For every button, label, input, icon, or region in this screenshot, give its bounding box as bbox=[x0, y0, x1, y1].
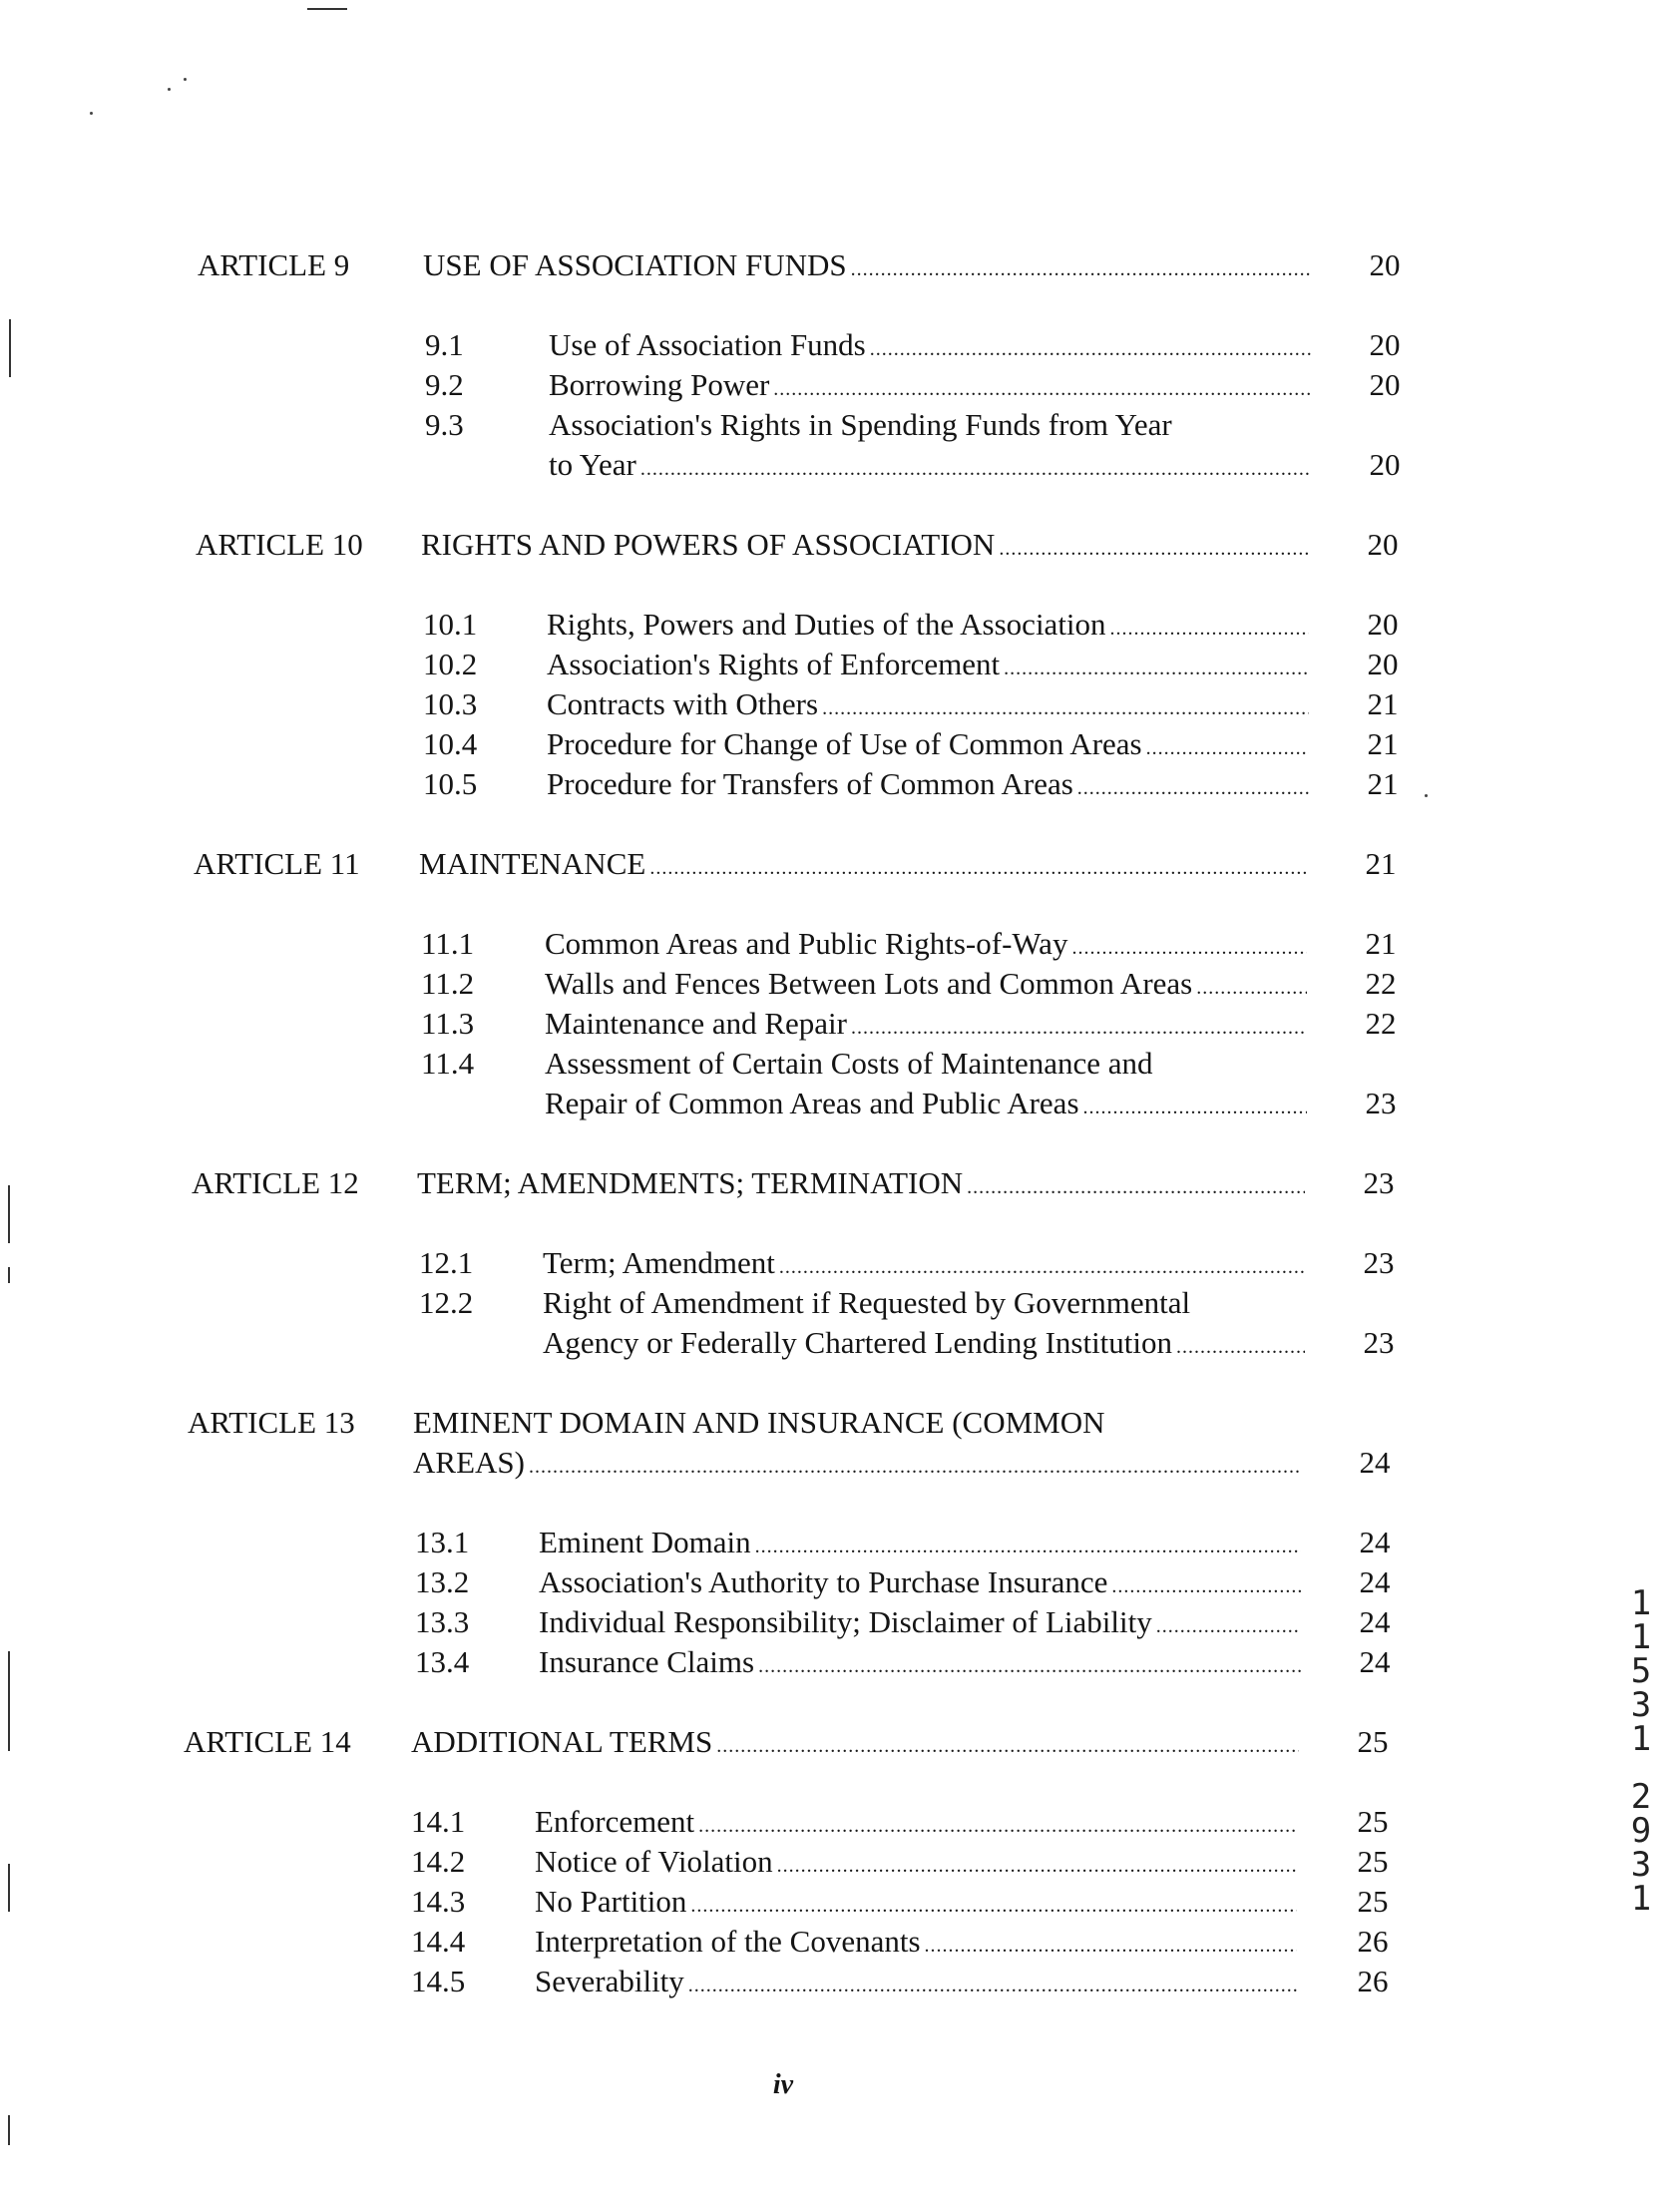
section-title bbox=[547, 686, 1309, 726]
dot-leader bbox=[755, 1529, 1301, 1564]
section-number: 12.2 bbox=[419, 1285, 474, 1320]
dot-leader bbox=[1146, 730, 1309, 766]
dot-leader bbox=[716, 1728, 1299, 1764]
page-number: 24 bbox=[1359, 1644, 1391, 1679]
article-label: ARTICLE 12 bbox=[192, 1165, 359, 1200]
dot-leader bbox=[1083, 1090, 1307, 1125]
article-title bbox=[421, 527, 1309, 567]
page-number: 24 bbox=[1359, 1525, 1391, 1559]
page-number: 26 bbox=[1357, 1924, 1389, 1959]
section-title bbox=[543, 1245, 1305, 1285]
section-title-text: Walls and Fences Between Lots and Common Areas bbox=[545, 966, 1193, 1001]
section-title-text: Maintenance and Repair bbox=[545, 1006, 847, 1041]
dot-leader bbox=[967, 1169, 1305, 1205]
section-title bbox=[539, 1564, 1301, 1604]
section-title-text: No Partition bbox=[535, 1884, 687, 1919]
dot-leader bbox=[1111, 1568, 1301, 1604]
page-number: 23 bbox=[1363, 1165, 1395, 1200]
section-title bbox=[539, 1525, 1301, 1564]
article-title-line2: AREAS) bbox=[413, 1445, 525, 1480]
article-title bbox=[413, 1445, 1301, 1485]
article-title-text: USE OF ASSOCIATION FUNDS bbox=[423, 247, 847, 282]
stamp-digit: 9 bbox=[1630, 1811, 1652, 1851]
section-number: 9.3 bbox=[425, 407, 464, 442]
dot-leader bbox=[822, 690, 1309, 726]
page-folio: iv bbox=[772, 2069, 794, 2100]
page-number: 25 bbox=[1357, 1884, 1389, 1919]
page-number: 20 bbox=[1367, 527, 1399, 562]
section-title bbox=[539, 1644, 1301, 1684]
page-number: 23 bbox=[1363, 1245, 1395, 1280]
section-title-line1: Association's Rights in Spending Funds from Year bbox=[549, 407, 1172, 442]
article-title bbox=[411, 1724, 1299, 1764]
dot-leader bbox=[690, 1888, 1297, 1924]
section-number: 9.2 bbox=[425, 367, 464, 402]
dot-leader bbox=[1071, 930, 1307, 966]
dot-leader bbox=[649, 850, 1307, 886]
page-number: 23 bbox=[1363, 1325, 1395, 1360]
section-number: 11.1 bbox=[421, 926, 475, 961]
page-number: 20 bbox=[1369, 447, 1401, 482]
dot-leader bbox=[1196, 970, 1307, 1006]
section-title-line2: Agency or Federally Chartered Lending Institution bbox=[543, 1325, 1173, 1360]
section-title-text: Notice of Violation bbox=[535, 1844, 773, 1879]
section-title bbox=[535, 1924, 1297, 1964]
section-title bbox=[545, 926, 1307, 966]
section-title bbox=[545, 1006, 1307, 1046]
section-number: 13.1 bbox=[415, 1525, 470, 1559]
dot-leader bbox=[640, 451, 1311, 487]
stamp-digit: 3 bbox=[1630, 1685, 1652, 1725]
section-title-text: Use of Association Funds bbox=[549, 327, 866, 362]
section-title-line2: to Year bbox=[549, 447, 636, 482]
article-label: ARTICLE 14 bbox=[184, 1724, 351, 1759]
section-number: 13.2 bbox=[415, 1564, 470, 1599]
dot-leader bbox=[698, 1808, 1297, 1844]
article-label: ARTICLE 10 bbox=[196, 527, 363, 562]
page-number: 25 bbox=[1357, 1724, 1389, 1759]
dot-leader bbox=[1004, 651, 1309, 686]
section-number: 13.3 bbox=[415, 1604, 470, 1639]
section-title-text: Enforcement bbox=[535, 1804, 695, 1839]
section-title bbox=[547, 726, 1309, 766]
recording-stamp-number bbox=[1628, 1583, 1654, 1919]
section-title bbox=[535, 1964, 1297, 2003]
page-number: 21 bbox=[1367, 726, 1399, 761]
section-title bbox=[549, 327, 1311, 367]
section-title bbox=[535, 1884, 1297, 1924]
article-label: ARTICLE 13 bbox=[188, 1405, 355, 1440]
section-title-text: Severability bbox=[535, 1964, 684, 1998]
section-number: 13.4 bbox=[415, 1644, 470, 1679]
article-title-line1: EMINENT DOMAIN AND INSURANCE (COMMON bbox=[413, 1405, 1105, 1440]
page-number: 25 bbox=[1357, 1844, 1389, 1879]
stamp-digit: 5 bbox=[1630, 1651, 1652, 1691]
section-title-text: Eminent Domain bbox=[539, 1525, 751, 1559]
section-title-text: Term; Amendment bbox=[543, 1245, 775, 1280]
section-number: 10.4 bbox=[423, 726, 478, 761]
dot-leader bbox=[999, 531, 1309, 567]
article-label: ARTICLE 11 bbox=[194, 846, 360, 881]
page-number: 26 bbox=[1357, 1964, 1389, 1998]
section-title bbox=[545, 1086, 1307, 1125]
article-title-text: ADDITIONAL TERMS bbox=[411, 1724, 713, 1759]
article-label: ARTICLE 9 bbox=[198, 247, 350, 282]
stamp-digit: 1 bbox=[1630, 1583, 1652, 1623]
section-number: 9.1 bbox=[425, 327, 464, 362]
section-title bbox=[543, 1325, 1305, 1365]
dot-leader bbox=[779, 1249, 1305, 1285]
page-number: 21 bbox=[1365, 846, 1397, 881]
page-number: 20 bbox=[1369, 247, 1401, 282]
section-title-text: Procedure for Transfers of Common Areas bbox=[547, 766, 1073, 801]
section-number: 10.1 bbox=[423, 607, 478, 642]
stamp-digit: 3 bbox=[1630, 1845, 1652, 1885]
page-number: 22 bbox=[1365, 966, 1397, 1001]
page-number: 24 bbox=[1359, 1604, 1391, 1639]
dot-leader bbox=[925, 1928, 1297, 1964]
article-title-text: TERM; AMENDMENTS; TERMINATION bbox=[417, 1165, 964, 1200]
section-title-text: Common Areas and Public Rights-of-Way bbox=[545, 926, 1068, 961]
section-title-text: Procedure for Change of Use of Common Areas bbox=[547, 726, 1142, 761]
article-title-text: RIGHTS AND POWERS OF ASSOCIATION bbox=[421, 527, 996, 562]
section-title bbox=[547, 607, 1309, 647]
page-number: 24 bbox=[1359, 1564, 1391, 1599]
dot-leader bbox=[870, 331, 1311, 367]
dot-leader bbox=[777, 1848, 1297, 1884]
section-title bbox=[535, 1844, 1297, 1884]
section-title-text: Interpretation of the Covenants bbox=[535, 1924, 921, 1959]
section-number: 10.5 bbox=[423, 766, 478, 801]
section-title-text: Association's Authority to Purchase Insurance bbox=[539, 1564, 1108, 1599]
section-number: 11.3 bbox=[421, 1006, 475, 1041]
article-title bbox=[419, 846, 1307, 886]
section-title-text: Insurance Claims bbox=[539, 1644, 755, 1679]
page-number: 24 bbox=[1359, 1445, 1391, 1480]
dot-leader bbox=[1077, 770, 1309, 806]
page-number: 21 bbox=[1367, 686, 1399, 721]
dot-leader bbox=[1156, 1608, 1301, 1644]
section-title bbox=[547, 766, 1309, 806]
section-number: 14.2 bbox=[411, 1844, 466, 1879]
article-title bbox=[423, 247, 1311, 287]
section-number: 14.3 bbox=[411, 1884, 466, 1919]
stamp-digit: 2 bbox=[1630, 1777, 1652, 1817]
section-title-text: Borrowing Power bbox=[549, 367, 770, 402]
page-number: 20 bbox=[1367, 607, 1399, 642]
page-number: 21 bbox=[1367, 766, 1399, 801]
dot-leader bbox=[851, 251, 1311, 287]
dot-leader bbox=[1110, 611, 1309, 647]
section-title-text: Individual Responsibility; Disclaimer of Liability bbox=[539, 1604, 1152, 1639]
dot-leader bbox=[773, 371, 1311, 407]
section-title bbox=[549, 447, 1311, 487]
section-number: 12.1 bbox=[419, 1245, 474, 1280]
dot-leader bbox=[851, 1010, 1307, 1046]
section-title-line1: Assessment of Certain Costs of Maintenance and bbox=[545, 1046, 1153, 1081]
stamp-digit: 1 bbox=[1630, 1719, 1652, 1759]
section-title bbox=[549, 367, 1311, 407]
page-number: 20 bbox=[1369, 327, 1401, 362]
section-title bbox=[539, 1604, 1301, 1644]
stamp-digit: 1 bbox=[1630, 1879, 1652, 1919]
page-number: 25 bbox=[1357, 1804, 1389, 1839]
section-title-line2: Repair of Common Areas and Public Areas bbox=[545, 1086, 1079, 1120]
dot-leader bbox=[529, 1449, 1301, 1485]
section-title bbox=[545, 966, 1307, 1006]
section-number: 11.4 bbox=[421, 1046, 475, 1081]
section-number: 14.5 bbox=[411, 1964, 466, 1998]
section-title-text: Rights, Powers and Duties of the Association bbox=[547, 607, 1106, 642]
dot-leader bbox=[688, 1968, 1297, 2003]
section-number: 14.4 bbox=[411, 1924, 466, 1959]
section-title-text: Association's Rights of Enforcement bbox=[547, 647, 1001, 681]
section-number: 14.1 bbox=[411, 1804, 466, 1839]
section-title bbox=[547, 647, 1309, 686]
page-number: 22 bbox=[1365, 1006, 1397, 1041]
section-title bbox=[535, 1804, 1297, 1844]
section-number: 11.2 bbox=[421, 966, 475, 1001]
page-number: 20 bbox=[1367, 647, 1399, 681]
section-title-text: Contracts with Others bbox=[547, 686, 819, 721]
article-title bbox=[417, 1165, 1305, 1205]
article-title-text: MAINTENANCE bbox=[419, 846, 646, 881]
section-title-line1: Right of Amendment if Requested by Governmental bbox=[543, 1285, 1191, 1320]
stamp-digit: 1 bbox=[1630, 1617, 1652, 1657]
page-number: 20 bbox=[1369, 367, 1401, 402]
page-number: 23 bbox=[1365, 1086, 1397, 1120]
dot-leader bbox=[758, 1648, 1301, 1684]
dot-leader bbox=[1176, 1329, 1305, 1365]
section-number: 10.3 bbox=[423, 686, 478, 721]
page-number: 21 bbox=[1365, 926, 1397, 961]
section-number: 10.2 bbox=[423, 647, 478, 681]
